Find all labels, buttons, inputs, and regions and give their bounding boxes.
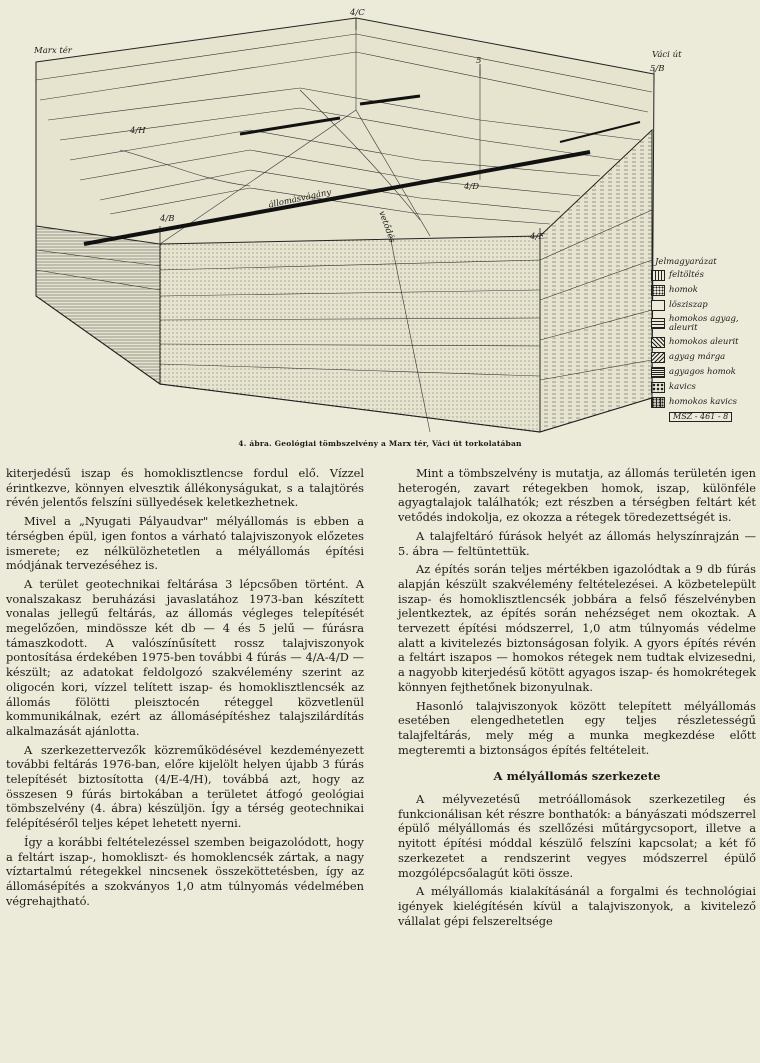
paragraph: Mivel a „Nyugati Pályaudvar" mélyállomás is ebben a térségben épül, igen fontos a várható talajviszonyok előzetes ismerete; ez nélkülözhetetlen a mélyállomás építési módjának tervezéséhez is.	[6, 514, 364, 573]
right-column	[398, 466, 756, 932]
paragraph: A mélyállomás kialakításánál a forgalmi és technológiai igények kielégítésén kívül a talajviszonyok, a kivitelező vállalat gépi felszereltsége	[398, 884, 756, 928]
label-fault: vetődés	[376, 209, 397, 245]
label-borehole-4c: 4/C	[350, 8, 365, 18]
legend-item	[651, 337, 760, 348]
label-alluvium: állomásvágány	[267, 187, 333, 211]
legend-label: agyag márga	[669, 351, 726, 362]
paragraph: A talajfeltáró fúrások helyét az állomás helyszínrajzán — 5. ábra — feltüntettük.	[398, 528, 756, 558]
paragraph: Az építés során teljes mértékben igazolódtak a 9 db fúrás alapján készült szakvélemény feltételezései. A közbetelepült iszap- és homoklisztlencsék jobbára a felső fészelvényben jelentkeztek, az építés során nehézséget nem okoztak. A tervezett építési módszerrel, 1,0 atm túlnyomás védelme alatt a kivitelezés biztonságosan folyik. A gyors építés révén a feltárt iszapos — homokos rétegek nem tudtak elvizesedni, a nagyobb kiterjedésű kötött agyagos iszap- és homokrétegek könnyen fejthetőnek bizonyulnak.	[398, 562, 756, 694]
left-column	[6, 466, 364, 912]
legend-title: Jelmagyarázat	[655, 257, 717, 267]
legend-label: homokos kavics	[669, 396, 737, 407]
label-borehole-4b: 4/B	[160, 214, 175, 224]
legend-label: feltöltés	[669, 269, 704, 280]
left-face	[36, 226, 160, 384]
legend-label: homok	[669, 284, 698, 295]
legend-item	[651, 285, 760, 296]
paragraph: A mélyvezetésű metróállomások szerkezetileg és funkcionálisan két részre bonthatók: a bányászati módszerrel épülő mélyállomás és szellőzési műtárgycsoport, illetve a nyitott építési móddal készülő felszíni kapcsolat; a két fő szerkezetet a rendszerint vegyes módszerrel épülő mozgólépcsőalagút köti össze.	[398, 792, 756, 880]
label-borehole-4h: 4/H	[130, 126, 146, 136]
legend-swatch	[651, 300, 665, 311]
legend-label: kavics	[669, 381, 696, 392]
front-face	[160, 236, 540, 432]
legend-item	[651, 352, 760, 363]
legend-item	[651, 300, 760, 311]
legend-item	[651, 382, 760, 393]
legend-item	[651, 397, 760, 408]
legend-label: homokos agyag, aleurit	[669, 313, 739, 333]
legend-code: MSZ - 461 - 8	[669, 412, 732, 422]
legend-swatch	[651, 382, 665, 393]
paragraph: A terület geotechnikai feltárása 3 lépcsőben történt. A vonalszakasz beruházási javaslatához 1973-ban készített vonalas jellegű feltárás, az állomás végleges telepítését megelőzően, mindössze két db — 4 és 5 jelű — fúrásra támaszkodott. A valószínűsített rossz talajviszonyok pontosítása érdekében 1975-ben további 4 fúrás — 4/A-4/D — készült; az adatokat feldolgozó szakvélemény szerint az oligocén kori, vízzel telített iszap- és homoklisztlencsék az állomás fölötti pleisztocén réteggel közvetlenül kommunikálnak, ezért az állomásépítéshez talajszilárdítás alkalmazását ajánlotta.	[6, 576, 364, 738]
legend-item	[651, 315, 760, 333]
legend-swatch	[651, 352, 665, 363]
label-vaci-ut: Váci út	[652, 50, 682, 60]
paragraph: Így a korábbi feltételezéssel szemben beigazolódott, hogy a feltárt iszap-, homokliszt- és homoklencsék zártak, a nagy víztartalmú rétegekkel nincsenek összeköttetésben, így az állomásépítés a szokványos 1,0 atm túlnyomás védelmében végrehajtható.	[6, 834, 364, 908]
figure-caption: 4. ábra. Geológiai tömbszelvény a Marx tér, Váci út torkolatában	[238, 439, 522, 448]
label-borehole-5b: 5/B	[650, 64, 665, 74]
legend-swatch	[651, 318, 665, 329]
legend-item	[651, 367, 760, 378]
legend-swatch	[651, 367, 665, 378]
legend-swatch	[651, 337, 665, 348]
legend	[651, 258, 760, 422]
label-borehole-4d: 4/D	[464, 182, 480, 192]
legend-label: homokos aleurit	[669, 336, 739, 347]
legend-item	[651, 270, 760, 281]
legend-swatch	[651, 285, 665, 296]
geological-block-diagram	[0, 0, 760, 440]
legend-swatch	[651, 270, 665, 281]
section-heading: A mélyállomás szerkezete	[493, 769, 661, 784]
paragraph: A szerkezettervezők közreműködésével kezdeményezett további feltárás 1976-ban, előre kijelölt helyen újabb 3 fúrás telepítését biztosította (4/E-4/H), továbbá azt, hogy az összesen 9 fúrás birtokában a területet átfogó geológiai tömbszelvény (4. ábra) készüljön. Így a térség geotechnikai felépítéséről teljes képet lehetett nyerni.	[6, 742, 364, 831]
label-marx-ter: Marx tér	[34, 46, 72, 56]
label-borehole-5: 5	[476, 56, 482, 66]
paragraph: Mint a tömbszelvény is mutatja, az állomás területén igen heterogén, zavart rétegekben homok, iszap, különféle agyagtalajok találhatók; ezt részben a térségben feltárt két vetődés indokolja, ez okozza a rétegek töredezettségét is.	[398, 466, 756, 525]
label-borehole-4e: 4/E	[530, 232, 545, 242]
legend-swatch	[651, 397, 665, 408]
paragraph: kiterjedésű iszap és homoklisztlencse fordul elő. Vízzel érintkezve, könnyen elvesztik állékonyságukat, s a talajtörés révén jelentős felszíni süllyedések keletkezhetnek.	[6, 466, 364, 510]
paragraph: Hasonló talajviszonyok között telepített mélyállomás esetében elengedhetetlen egy teljes részletességű talajfeltárás, mely még a munka megkezdése előtt megteremti a biztonságos építés feltételeit.	[398, 698, 756, 757]
legend-label: lösziszap	[669, 299, 708, 310]
legend-label: agyagos homok	[669, 366, 736, 377]
